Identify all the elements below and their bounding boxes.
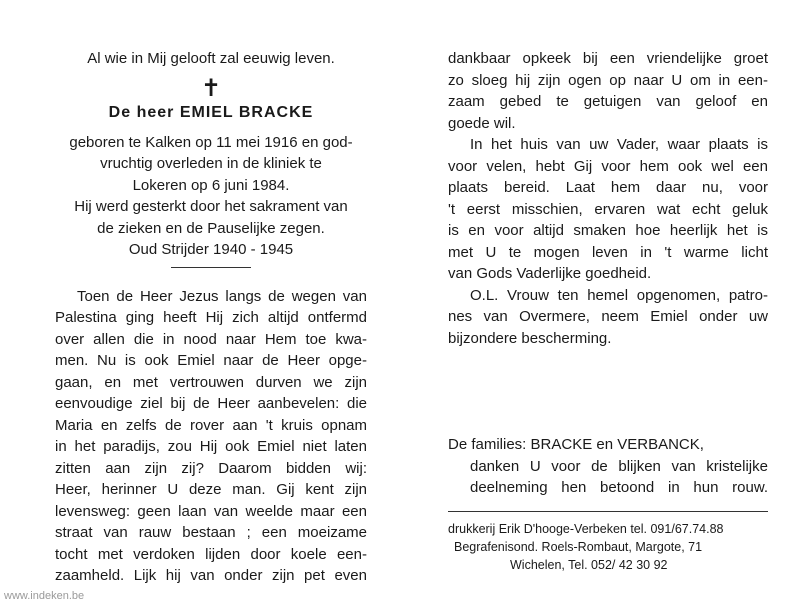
text-line: O.L. Vrouw ten hemel opgenomen, patro- (470, 286, 768, 304)
text-line: voor velen, hebt Gij voor hem ook wel een (448, 157, 768, 175)
text-line: met U te mogen leven in 't warme licht (448, 243, 768, 261)
text-line: Palestina ging heeft Hij zich altijd ontfermd (55, 309, 367, 326)
text-line: tocht met verdoken lijden door koele een- (55, 545, 367, 563)
printer-info (448, 520, 768, 574)
prayer-text-right (448, 48, 768, 349)
opening-verse: Al wie in Mij gelooft zal eeuwig leven. (87, 50, 335, 67)
watermark: www.indeken.be (4, 590, 85, 602)
text-line: over allen die in nood naar Hem toe kwa- (55, 330, 367, 348)
bio-line: vruchtig overleden in de kliniek te (100, 155, 322, 172)
text-line: men. Nu is ook Emiel naar de Heer opge- (55, 352, 367, 369)
text-line: nes van Overmere, neem Emiel onder uw (448, 308, 768, 325)
text-line: 't eerst misschien, ervaren wat echt geluk (448, 200, 768, 218)
families-line: De families: BRACKE en VERBANCK, (448, 436, 704, 453)
families-line: danken U voor de blijken van kristelijke (470, 457, 768, 475)
deceased-name: De heer EMIEL BRACKE (108, 103, 314, 121)
text-line: In het huis van uw Vader, waar plaats is (470, 136, 768, 153)
text-line: goede wil. (448, 114, 516, 132)
biography (55, 132, 367, 261)
text-line: zaam gebed te getuigen van geloof en (448, 93, 768, 110)
text-line: van Gods Vaderlijke goedheid. (448, 265, 652, 282)
families-line: deelneming hen betoond in hun rouw. (470, 479, 768, 496)
text-line: zo sloeg hij zijn ogen op naar U om in een- (448, 71, 768, 89)
text-line: straat van rauw bestaan ; een moeizame (55, 524, 367, 541)
text-line: is en voor altijd smaken hoe heerlijk het is (448, 222, 768, 239)
text-line: levensweg: geen laan van weelde maar een (55, 502, 367, 520)
printer-line: Wichelen, Tel. 052/ 42 30 92 (510, 557, 668, 572)
families-thanks (448, 434, 768, 499)
right-column (448, 48, 768, 574)
text-line: zitten aan zijn zij? Daarom bidden wij: (55, 459, 367, 477)
bio-line: de zieken en de Pauselijke zegen. (97, 219, 325, 237)
bio-line: Hij werd gesterkt door het sakrament van (74, 198, 348, 215)
left-column (55, 48, 367, 587)
cross-icon: ✝ (200, 74, 222, 102)
text-line: plaats bereid. Laat hem daar nu, voor (448, 179, 768, 196)
bio-line: Oud Strijder 1940 - 1945 (128, 241, 294, 258)
divider (448, 511, 768, 512)
printer-line: drukkerij Erik D'hooge-Verbeken tel. 091/67.74.88 (448, 521, 724, 536)
text-line: dankbaar opkeek bij een vriendelijke groet (448, 50, 768, 67)
text-line: eenvoudige ziel bij de Heer aanbevelen: die (55, 395, 367, 412)
text-line: Maria en zelfs de rover aan 't kruis opnam (55, 416, 367, 434)
text-line: bijzondere bescherming. (448, 329, 612, 347)
text-line: zaamheld. Lijk hij van onder zijn pet even (55, 567, 367, 584)
printer-line: Begrafenisond. Roels-Rombaut, Margote, 71 (454, 539, 703, 554)
bio-line: Lokeren op 6 juni 1984. (132, 176, 290, 194)
bio-line: geboren te Kalken op 11 mei 1916 en god- (69, 133, 353, 151)
text-line: in het paradijs, zou Hij ook Emiel niet laten (55, 438, 367, 455)
text-line: Toen de Heer Jezus langs de wegen van (77, 287, 367, 305)
text-line: gaan, en met vertrouwen durven we zijn (55, 373, 367, 391)
text-line: Heer, herinner U deze man. Gij kent zijn (55, 481, 367, 498)
prayer-text-left (55, 286, 367, 587)
divider (171, 267, 251, 268)
